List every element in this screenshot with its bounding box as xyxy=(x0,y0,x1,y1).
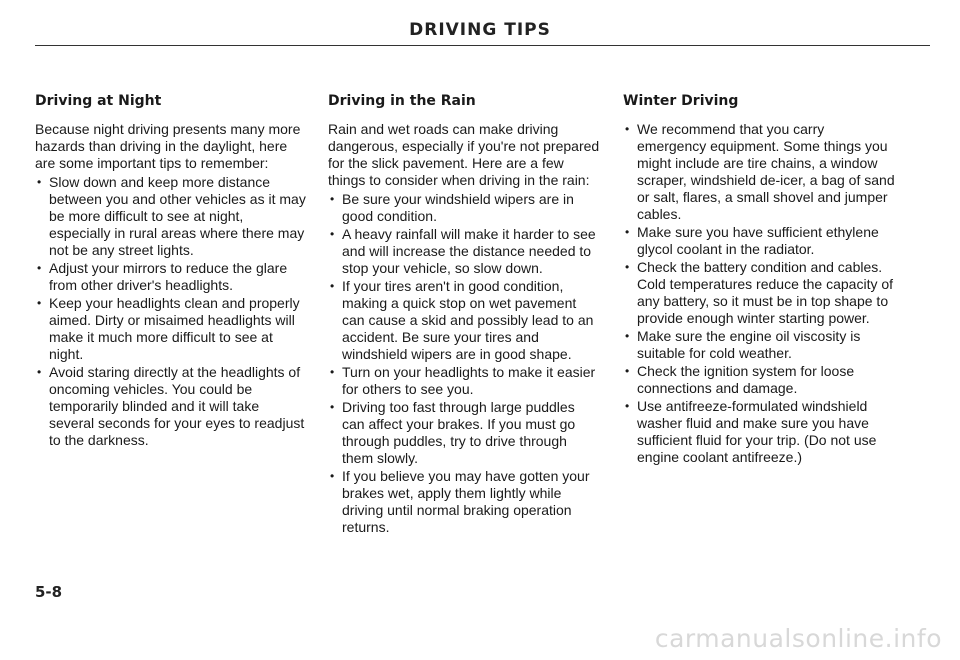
list-item xyxy=(623,398,895,466)
list-item-text: We recommend that you carry emergency equipment. Some things you might include are tire chains, a window scraper, windshield de-icer, a bag of sand or salt, flares, a small shovel and jumper cables. xyxy=(637,121,895,222)
list-item xyxy=(328,399,600,467)
list-item xyxy=(328,226,600,277)
list-item-text: If you believe you may have gotten your brakes wet, apply them lightly while driving until normal braking operation returns. xyxy=(342,468,590,535)
page-number: 5-8 xyxy=(35,583,63,601)
bullet-list xyxy=(328,191,600,536)
section-intro: Rain and wet roads can make driving dangerous, especially if you're not prepared for the slick pavement. Here are a few things to consider when driving in the rain: xyxy=(328,121,600,188)
bullet-icon: • xyxy=(625,329,630,343)
list-item xyxy=(623,363,895,397)
list-item xyxy=(35,295,307,363)
list-item-text: Make sure you have sufficient ethylene glycol coolant in the radiator. xyxy=(637,224,879,257)
section-driving-in-the-rain xyxy=(328,93,600,537)
bullet-list xyxy=(623,121,895,466)
list-item-text: Adjust your mirrors to reduce the glare from other driver's headlights. xyxy=(49,260,288,293)
list-item xyxy=(328,364,600,398)
bullet-icon: • xyxy=(37,296,42,310)
list-item-text: Make sure the engine oil viscosity is suitable for cold weather. xyxy=(637,328,861,361)
section-winter-driving xyxy=(623,93,895,467)
bullet-icon: • xyxy=(37,261,42,275)
list-item xyxy=(623,121,895,223)
list-item xyxy=(35,260,307,294)
section-heading: Winter Driving xyxy=(623,93,739,109)
section-heading: Driving in the Rain xyxy=(328,93,476,109)
list-item xyxy=(328,191,600,225)
list-item xyxy=(623,259,895,327)
section-heading: Driving at Night xyxy=(35,93,162,109)
list-item-text: Driving too fast through large puddles can affect your brakes. If you must go through puddles, try to drive through them slowly. xyxy=(342,399,576,466)
bullet-icon: • xyxy=(625,122,630,136)
bullet-icon: • xyxy=(330,469,335,483)
list-item-text: Check the ignition system for loose connections and damage. xyxy=(637,363,855,396)
list-item-text: Avoid staring directly at the headlights of oncoming vehicles. You could be temporarily blinded and it will take several seconds for your eyes to readjust to the darkness. xyxy=(49,364,305,448)
bullet-icon: • xyxy=(37,365,42,379)
list-item xyxy=(35,174,307,259)
header-rule xyxy=(35,45,930,46)
bullet-icon: • xyxy=(330,279,335,293)
list-item xyxy=(328,468,600,536)
section-driving-at-night xyxy=(35,93,307,450)
section-intro: Because night driving presents many more hazards than driving in the daylight, here are some important tips to remember: xyxy=(35,121,301,171)
list-item-text: Turn on your headlights to make it easier for others to see you. xyxy=(342,364,596,397)
list-item xyxy=(623,328,895,362)
bullet-icon: • xyxy=(330,192,335,206)
list-item-text: Keep your headlights clean and properly aimed. Dirty or misaimed headlights will make it much more difficult to see at night. xyxy=(49,295,300,362)
list-item-text: Use antifreeze-formulated windshield washer fluid and make sure you have sufficient fluid for your trip. (Do not use engine coolant antifreeze.) xyxy=(637,398,877,465)
list-item-text: Check the battery condition and cables. Cold temperatures reduce the capacity of any battery, so it must be in top shape to provide enough winter starting power. xyxy=(637,259,894,326)
bullet-icon: • xyxy=(330,400,335,414)
bullet-list xyxy=(35,174,307,449)
list-item xyxy=(35,364,307,449)
list-item xyxy=(328,278,600,363)
bullet-icon: • xyxy=(330,227,335,241)
list-item-text: If your tires aren't in good condition, making a quick stop on wet pavement can cause a skid and possibly lead to an accident. Be sure your tires and windshield wipers are in good shape. xyxy=(342,278,594,362)
page-title: DRIVING TIPS xyxy=(409,20,551,40)
list-item xyxy=(623,224,895,258)
watermark: carmanualsonline.info xyxy=(654,624,942,653)
list-item-text: A heavy rainfall will make it harder to see and will increase the distance needed to stop your vehicle, so slow down. xyxy=(342,226,596,276)
page-header xyxy=(0,0,960,48)
bullet-icon: • xyxy=(330,365,335,379)
bullet-icon: • xyxy=(625,260,630,274)
bullet-icon: • xyxy=(625,399,630,413)
bullet-icon: • xyxy=(625,364,630,378)
list-item-text: Slow down and keep more distance between you and other vehicles as it may be more difficult to see at night, especially in rural areas where there may not be any street lights. xyxy=(49,174,306,258)
bullet-icon: • xyxy=(37,175,42,189)
list-item-text: Be sure your windshield wipers are in good condition. xyxy=(342,191,574,224)
bullet-icon: • xyxy=(625,225,630,239)
